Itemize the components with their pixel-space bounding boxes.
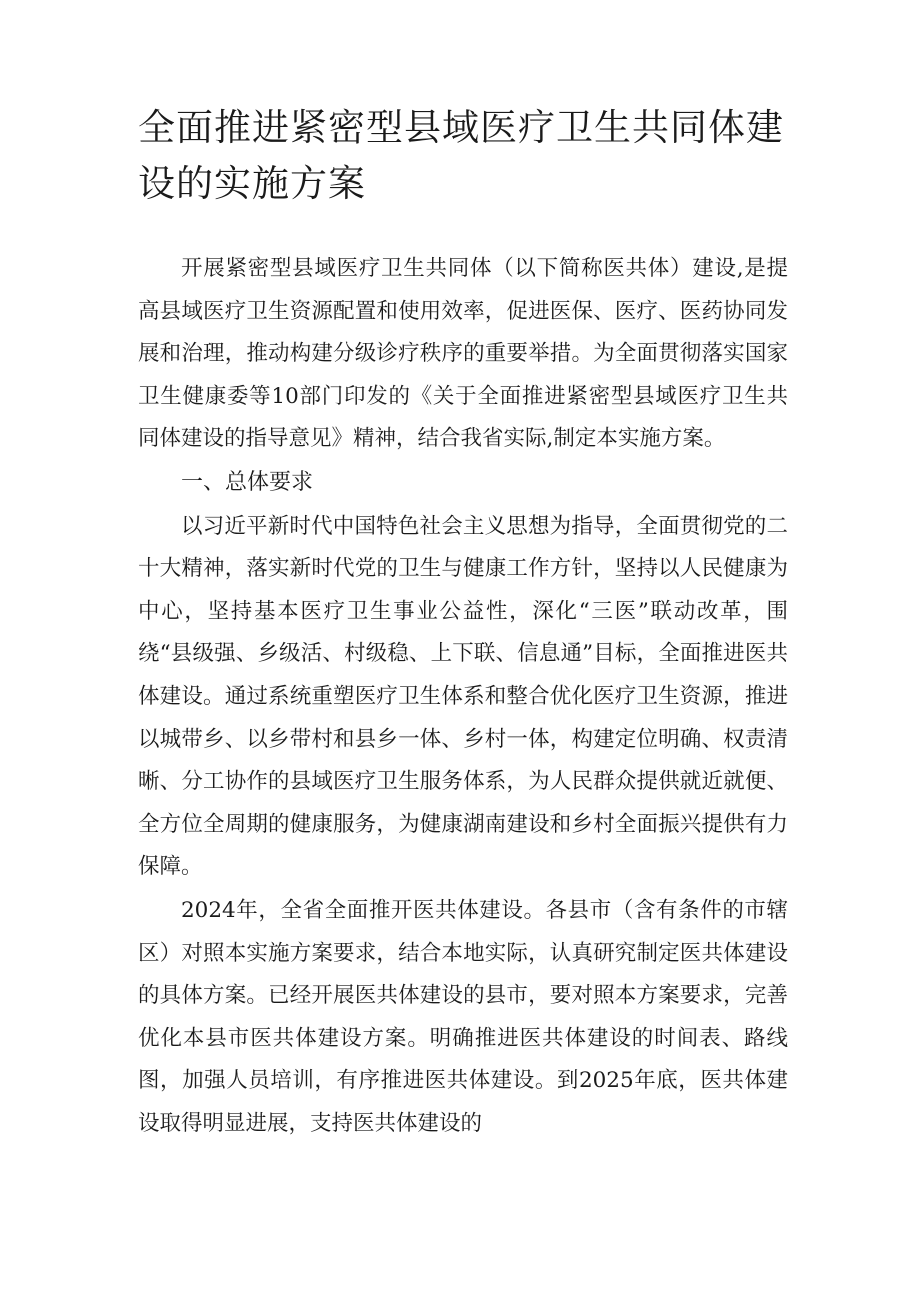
document-title: 全面推进紧密型县域医疗卫生共同体建设的实施方案 — [138, 106, 784, 205]
intro-paragraph: 开展紧密型县域医疗卫生共同体（以下简称医共体）建设,是提高县域医疗卫生资源配置和使用效率，促进医保、医疗、医药协同发展和治理，推动构建分级诊疗秩序的重要举措。为全面贯彻落实国家卫生健康委等10部门印发的《关于全面推进紧密型县域医疗卫生共同体建设的指导意见》精神，结合我省实际,制定本实施方案。 — [138, 256, 788, 452]
document-body — [138, 248, 788, 1145]
guiding-principles-paragraph: 以习近平新时代中国特色社会主义思想为指导，全面贯彻党的二十大精神，落实新时代党的卫生与健康工作方针，坚持以人民健康为中心，坚持基本医疗卫生事业公益性，深化“三医”联动改革，围绕“县级强、乡级活、村级稳、上下联、信息通”目标，全面推进医共体建设。通过系统重塑医疗卫生体系和整合优化医疗卫生资源，推进以城带乡、以乡带村和县乡一体、乡村一体，构建定位明确、权责清晰、分工协作的县域医疗卫生服务体系，为人民群众提供就近就便、全方位全周期的健康服务，为健康湖南建设和乡村全面振兴提供有力保障。 — [138, 513, 788, 880]
section-heading-general-requirements: 一、总体要求 — [181, 469, 314, 495]
timeline-paragraph: 2024年，全省全面推开医共体建设。各县市（含有条件的市辖区）对照本实施方案要求，结合本地实际，认真研究制定医共体建设的具体方案。已经开展医共体建设的县市，要对照本方案要求，完善优化本县市医共体建设方案。明确推进医共体建设的时间表、路线图，加强人员培训，有序推进医共体建设。到2025年底，医共体建设取得明显进展，支持医共体建设的 — [138, 897, 788, 1136]
